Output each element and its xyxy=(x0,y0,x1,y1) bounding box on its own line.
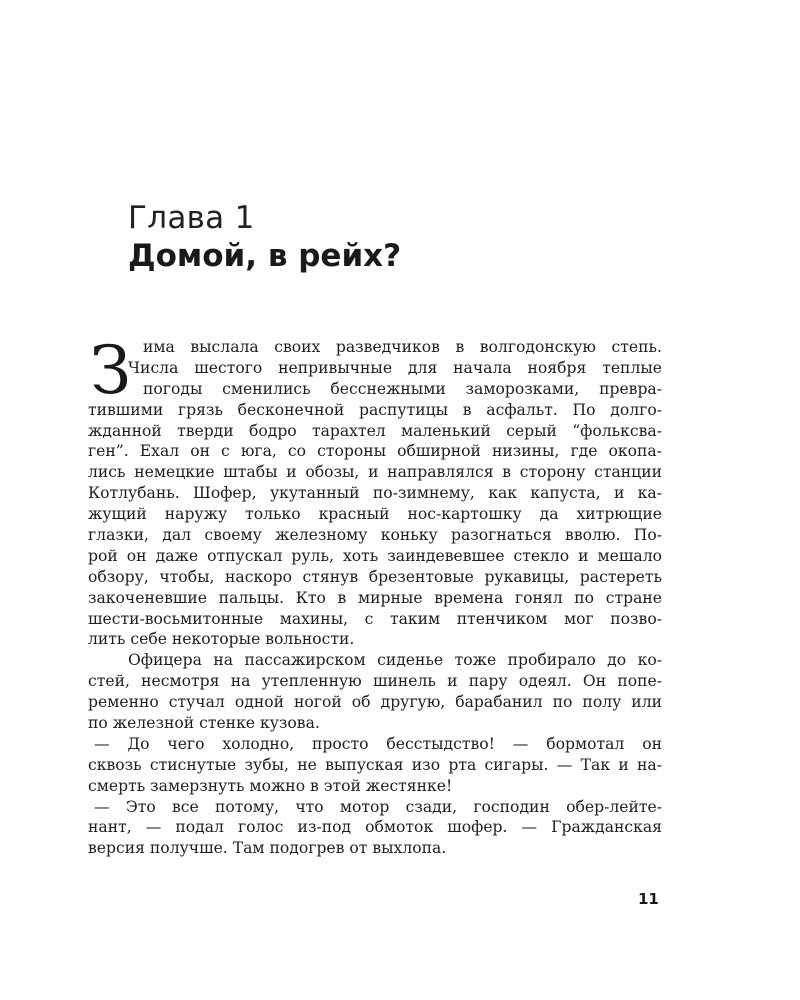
text-line: версия получше. Там подогрев от выхлопа. xyxy=(88,839,447,858)
text-line: стей, несмотря на утепленную шинель и пару одеял. Он попе- xyxy=(88,672,662,691)
text-line: обзору, чтобы, наскоро стянув брезентовые рукавицы, растереть xyxy=(88,567,662,586)
text-line: тившими грязь бесконечной распутицы в асфальт. По долго- xyxy=(88,400,662,419)
text-line: сквозь стиснутые зубы, не выпуская изо рта сигары. — Так и на- xyxy=(88,755,662,774)
body-text xyxy=(88,332,662,859)
text-line: лись немецкие штабы и обозы, и направлялся в сторону станции xyxy=(88,463,662,482)
text-line: закоченевшие пальцы. Кто в мирные времена гонял по стране xyxy=(88,588,662,607)
text-line: глазки, дал своему железному коньку разогнаться вволю. По- xyxy=(88,526,662,545)
text-line: — Это все потому, что мотор сзади, господин обер-лейте- xyxy=(94,797,662,816)
text-line: има выслала своих разведчиков в волгодонскую степь. xyxy=(143,338,662,356)
text-line: жданной тверди бодро тарахтел маленький серый “фольксва- xyxy=(88,421,662,440)
text-line: по железной стенке кузова. xyxy=(88,714,320,733)
text-line: рой он даже отпускал руль, хоть заиндевевшее стекло и мешало xyxy=(88,546,662,565)
drop-cap: З xyxy=(90,332,132,409)
text-line: ременно стучал одной ногой об другую, барабанил по полу или xyxy=(88,693,662,712)
text-line: Офицера на пассажирском сиденье тоже пробирало до ко- xyxy=(128,651,662,670)
text-line: Числа шестого непривычные для начала ноября теплые xyxy=(128,358,662,377)
text-line: лить себе некоторые вольности. xyxy=(88,630,355,649)
text-line: — До чего холодно, просто бесстыдство! — бормотал он xyxy=(94,734,662,753)
text-line: жущий наружу только красный нос-картошку да хитрющие xyxy=(88,505,662,524)
chapter-title: Домой, в рейх? xyxy=(128,238,402,274)
text-line: шести-восьмитонные махины, с таким птенчиком мог позво- xyxy=(88,609,662,628)
text-line: Котлубань. Шофер, укутанный по-зимнему, как капуста, и ка- xyxy=(88,484,662,503)
text-line: нант, — подал голос из-под обмоток шофер. — Гражданская xyxy=(88,818,662,837)
chapter-label: Глава 1 xyxy=(128,200,255,236)
text-line: ген”. Ехал он с юга, со стороны обширной низины, где окопа- xyxy=(88,442,662,461)
page-number: 11 xyxy=(638,890,659,908)
text-line: смерть замерзнуть можно в этой жестянке! xyxy=(88,776,453,795)
text-line: погоды сменились бесснежными заморозками, преврa- xyxy=(143,379,662,398)
